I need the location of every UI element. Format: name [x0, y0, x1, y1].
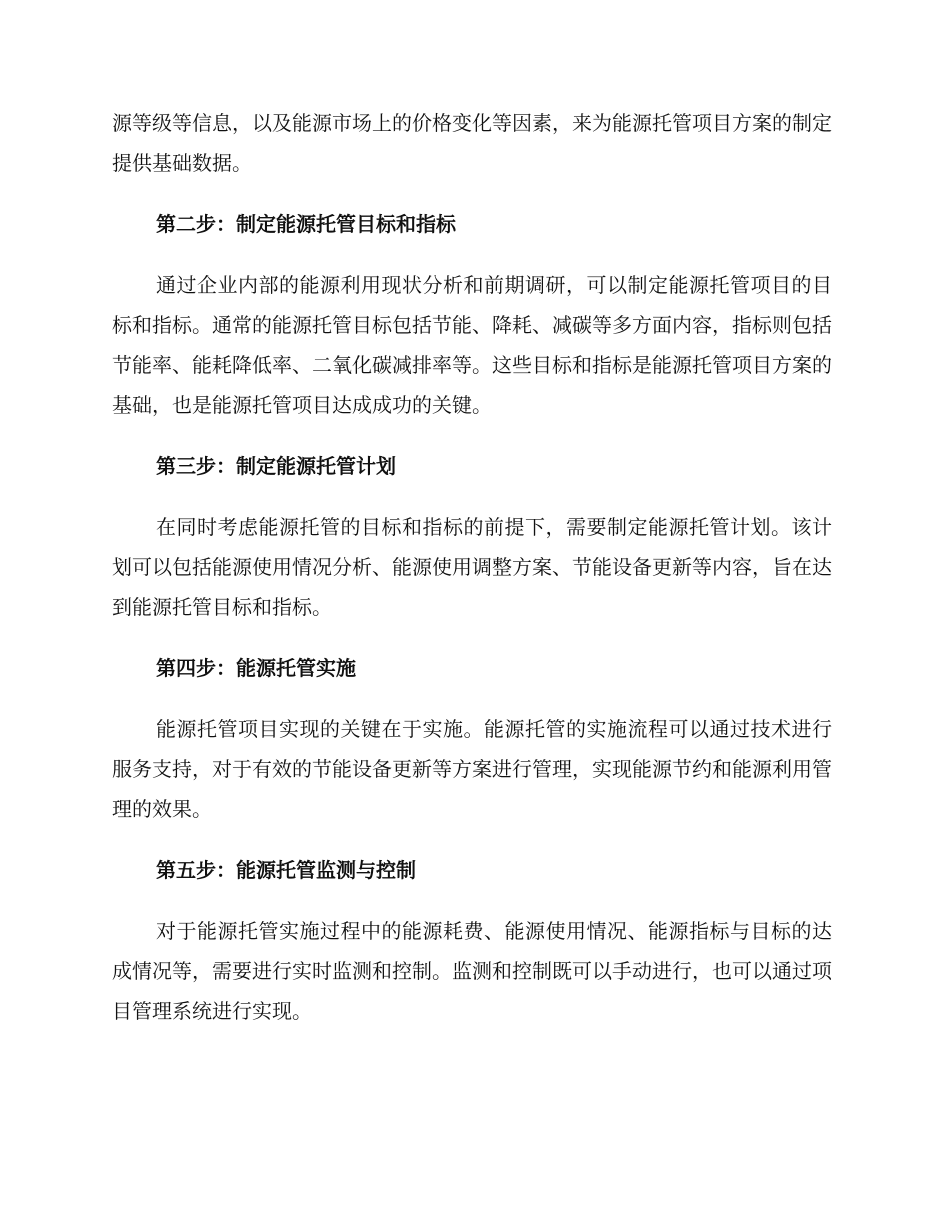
paragraph-intro-continuation: 源等级等信息，以及能源市场上的价格变化等因素，来为能源托管项目方案的制定提供基础数据。: [112, 111, 832, 175]
heading-step-4: 第四步：能源托管实施: [156, 656, 356, 680]
paragraph-step-3: 在同时考虑能源托管的目标和指标的前提下，需要制定能源托管计划。该计划可以包括能源使用情况分析、能源使用调整方案、节能设备更新等内容，旨在达到能源托管目标和指标。: [112, 515, 832, 619]
heading-step-2: 第二步：制定能源托管目标和指标: [156, 212, 456, 236]
paragraph-step-2: 通过企业内部的能源利用现状分析和前期调研，可以制定能源托管项目的目标和指标。通常的能源托管目标包括节能、降耗、减碳等多方面内容，指标则包括节能率、能耗降低率、二氧化碳减排率等。这些目标和指标是能源托管项目方案的基础，也是能源托管项目达成成功的关键。: [112, 273, 832, 417]
paragraph-step-5: 对于能源托管实施过程中的能源耗费、能源使用情况、能源指标与目标的达成情况等，需要进行实时监测和控制。监测和控制既可以手动进行，也可以通过项目管理系统进行实现。: [112, 919, 832, 1023]
heading-step-3: 第三步：制定能源托管计划: [156, 454, 396, 478]
heading-step-5: 第五步：能源托管监测与控制: [156, 858, 416, 882]
paragraph-step-4: 能源托管项目实现的关键在于实施。能源托管的实施流程可以通过技术进行服务支持，对于有效的节能设备更新等方案进行管理，实现能源节约和能源利用管理的效果。: [112, 717, 832, 821]
document-page: [112, 103, 832, 1052]
